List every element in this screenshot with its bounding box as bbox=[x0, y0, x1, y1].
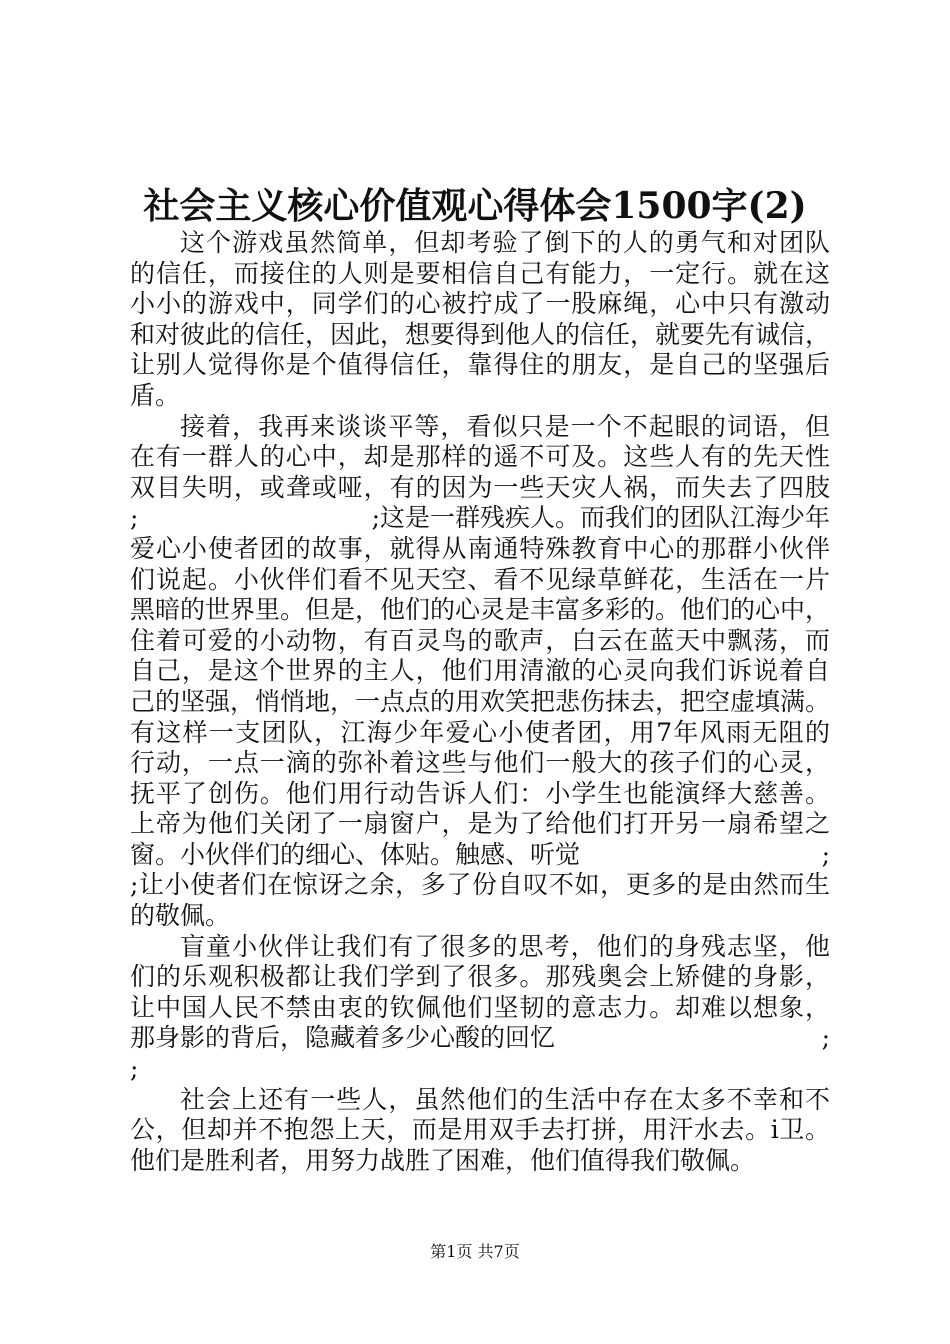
text-line: 接着，我再来谈谈平等，看似只是一个不起眼的词语，但 bbox=[180, 411, 830, 441]
text-line: 黑暗的世界里。但是，他们的心灵是丰富多彩的。他们的心中， bbox=[130, 595, 830, 625]
text-fragment: ; bbox=[821, 1023, 830, 1053]
text-line: 己的坚强，悄悄地，一点点的用欢笑把悲伤抹去，把空虚填满。 bbox=[130, 686, 830, 716]
text-line: 们的乐观积极都让我们学到了很多。那残奥会上矫健的身影， bbox=[130, 962, 830, 992]
text-fragment: 窗。小伙伴们的细心、体贴。触感、听觉 bbox=[130, 839, 581, 869]
text-line: 住着可爱的小动物，有百灵鸟的歌声，白云在蓝天中飘荡，而 bbox=[130, 625, 830, 655]
text-line: 行动，一点一滴的弥补着这些与他们一般大的孩子们的心灵， bbox=[130, 748, 830, 778]
text-line: 小小的游戏中，同学们的心被拧成了一股麻绳，心中只有激动 bbox=[130, 289, 830, 319]
text-line: 有这样一支团队，江海少年爱心小使者团，用7年风雨无阻的 bbox=[130, 717, 830, 747]
text-line: 双目失明，或聋或哑，有的因为一些天灾人祸，而失去了四肢 bbox=[130, 472, 830, 502]
text-line: 上帝为他们关闭了一扇窗户，是为了给他们打开另一扇希望之 bbox=[130, 809, 830, 839]
text-line: 的敬佩。 bbox=[130, 901, 231, 931]
text-line-split bbox=[130, 1023, 830, 1054]
text-line: 爱心小使者团的故事，就得从南通特殊教育中心的那群小伙伴 bbox=[130, 533, 830, 563]
text-line: 让中国人民不禁由衷的钦佩他们坚韧的意志力。却难以想象， bbox=[130, 992, 830, 1022]
text-fragment: ;这是一群残疾人。而我们的团队江海少年 bbox=[371, 503, 830, 533]
text-line: 公，但却并不抱怨上天，而是用双手去打拼，用汗水去。i卫。 bbox=[130, 1115, 830, 1145]
text-fragment: 那身影的背后，隐藏着多少心酸的回忆 bbox=[130, 1023, 556, 1053]
text-line: 盾。 bbox=[130, 380, 181, 410]
text-line: ;让小使者们在惊讶之余，多了份自叹不如，更多的是由然而生 bbox=[130, 870, 830, 900]
text-line: 盲童小伙伴让我们有了很多的思考，他们的身残志坚，他 bbox=[180, 931, 830, 961]
text-line: 让别人觉得你是个值得信任，靠得住的朋友，是自己的坚强后 bbox=[130, 350, 830, 380]
paragraph-1 bbox=[130, 228, 830, 412]
document-title: 社会主义核心价值观心得体会1500字(2) bbox=[143, 185, 807, 227]
text-line: 们说起。小伙伴们看不见天空、看不见绿草鲜花，生活在一片 bbox=[130, 564, 830, 594]
text-fragment: ; bbox=[130, 503, 139, 533]
text-line-split bbox=[130, 840, 830, 871]
text-line: 在有一群人的心中，却是那样的遥不可及。这些人有的先天性 bbox=[130, 442, 830, 472]
text-fragment: ; bbox=[821, 839, 830, 869]
paragraph-2 bbox=[130, 412, 830, 932]
text-line: 的信任，而接住的人则是要相信自己有能力，一定行。就在这 bbox=[130, 258, 830, 288]
paragraph-4 bbox=[130, 1085, 830, 1177]
text-line: 这个游戏虽然简单，但却考验了倒下的人的勇气和对团队 bbox=[180, 228, 830, 257]
page-number-footer: 第1页 共7页 bbox=[430, 1242, 520, 1261]
paragraph-3 bbox=[130, 932, 830, 1085]
text-line-split bbox=[130, 503, 830, 534]
document-body bbox=[130, 228, 830, 1176]
text-line: 抚平了创伤。他们用行动告诉人们：小学生也能演绎大慈善。 bbox=[130, 778, 830, 808]
text-line: 他们是胜利者，用努力战胜了困难，他们值得我们敬佩。 bbox=[130, 1145, 756, 1175]
text-line: 自己，是这个世界的主人，他们用清澈的心灵向我们诉说着自 bbox=[130, 656, 830, 686]
text-line: ; bbox=[130, 1054, 139, 1084]
text-line: 和对彼此的信任，因此，想要得到他人的信任，就要先有诚信， bbox=[130, 319, 830, 349]
text-line: 社会上还有一些人，虽然他们的生活中存在太多不幸和不 bbox=[180, 1084, 830, 1114]
